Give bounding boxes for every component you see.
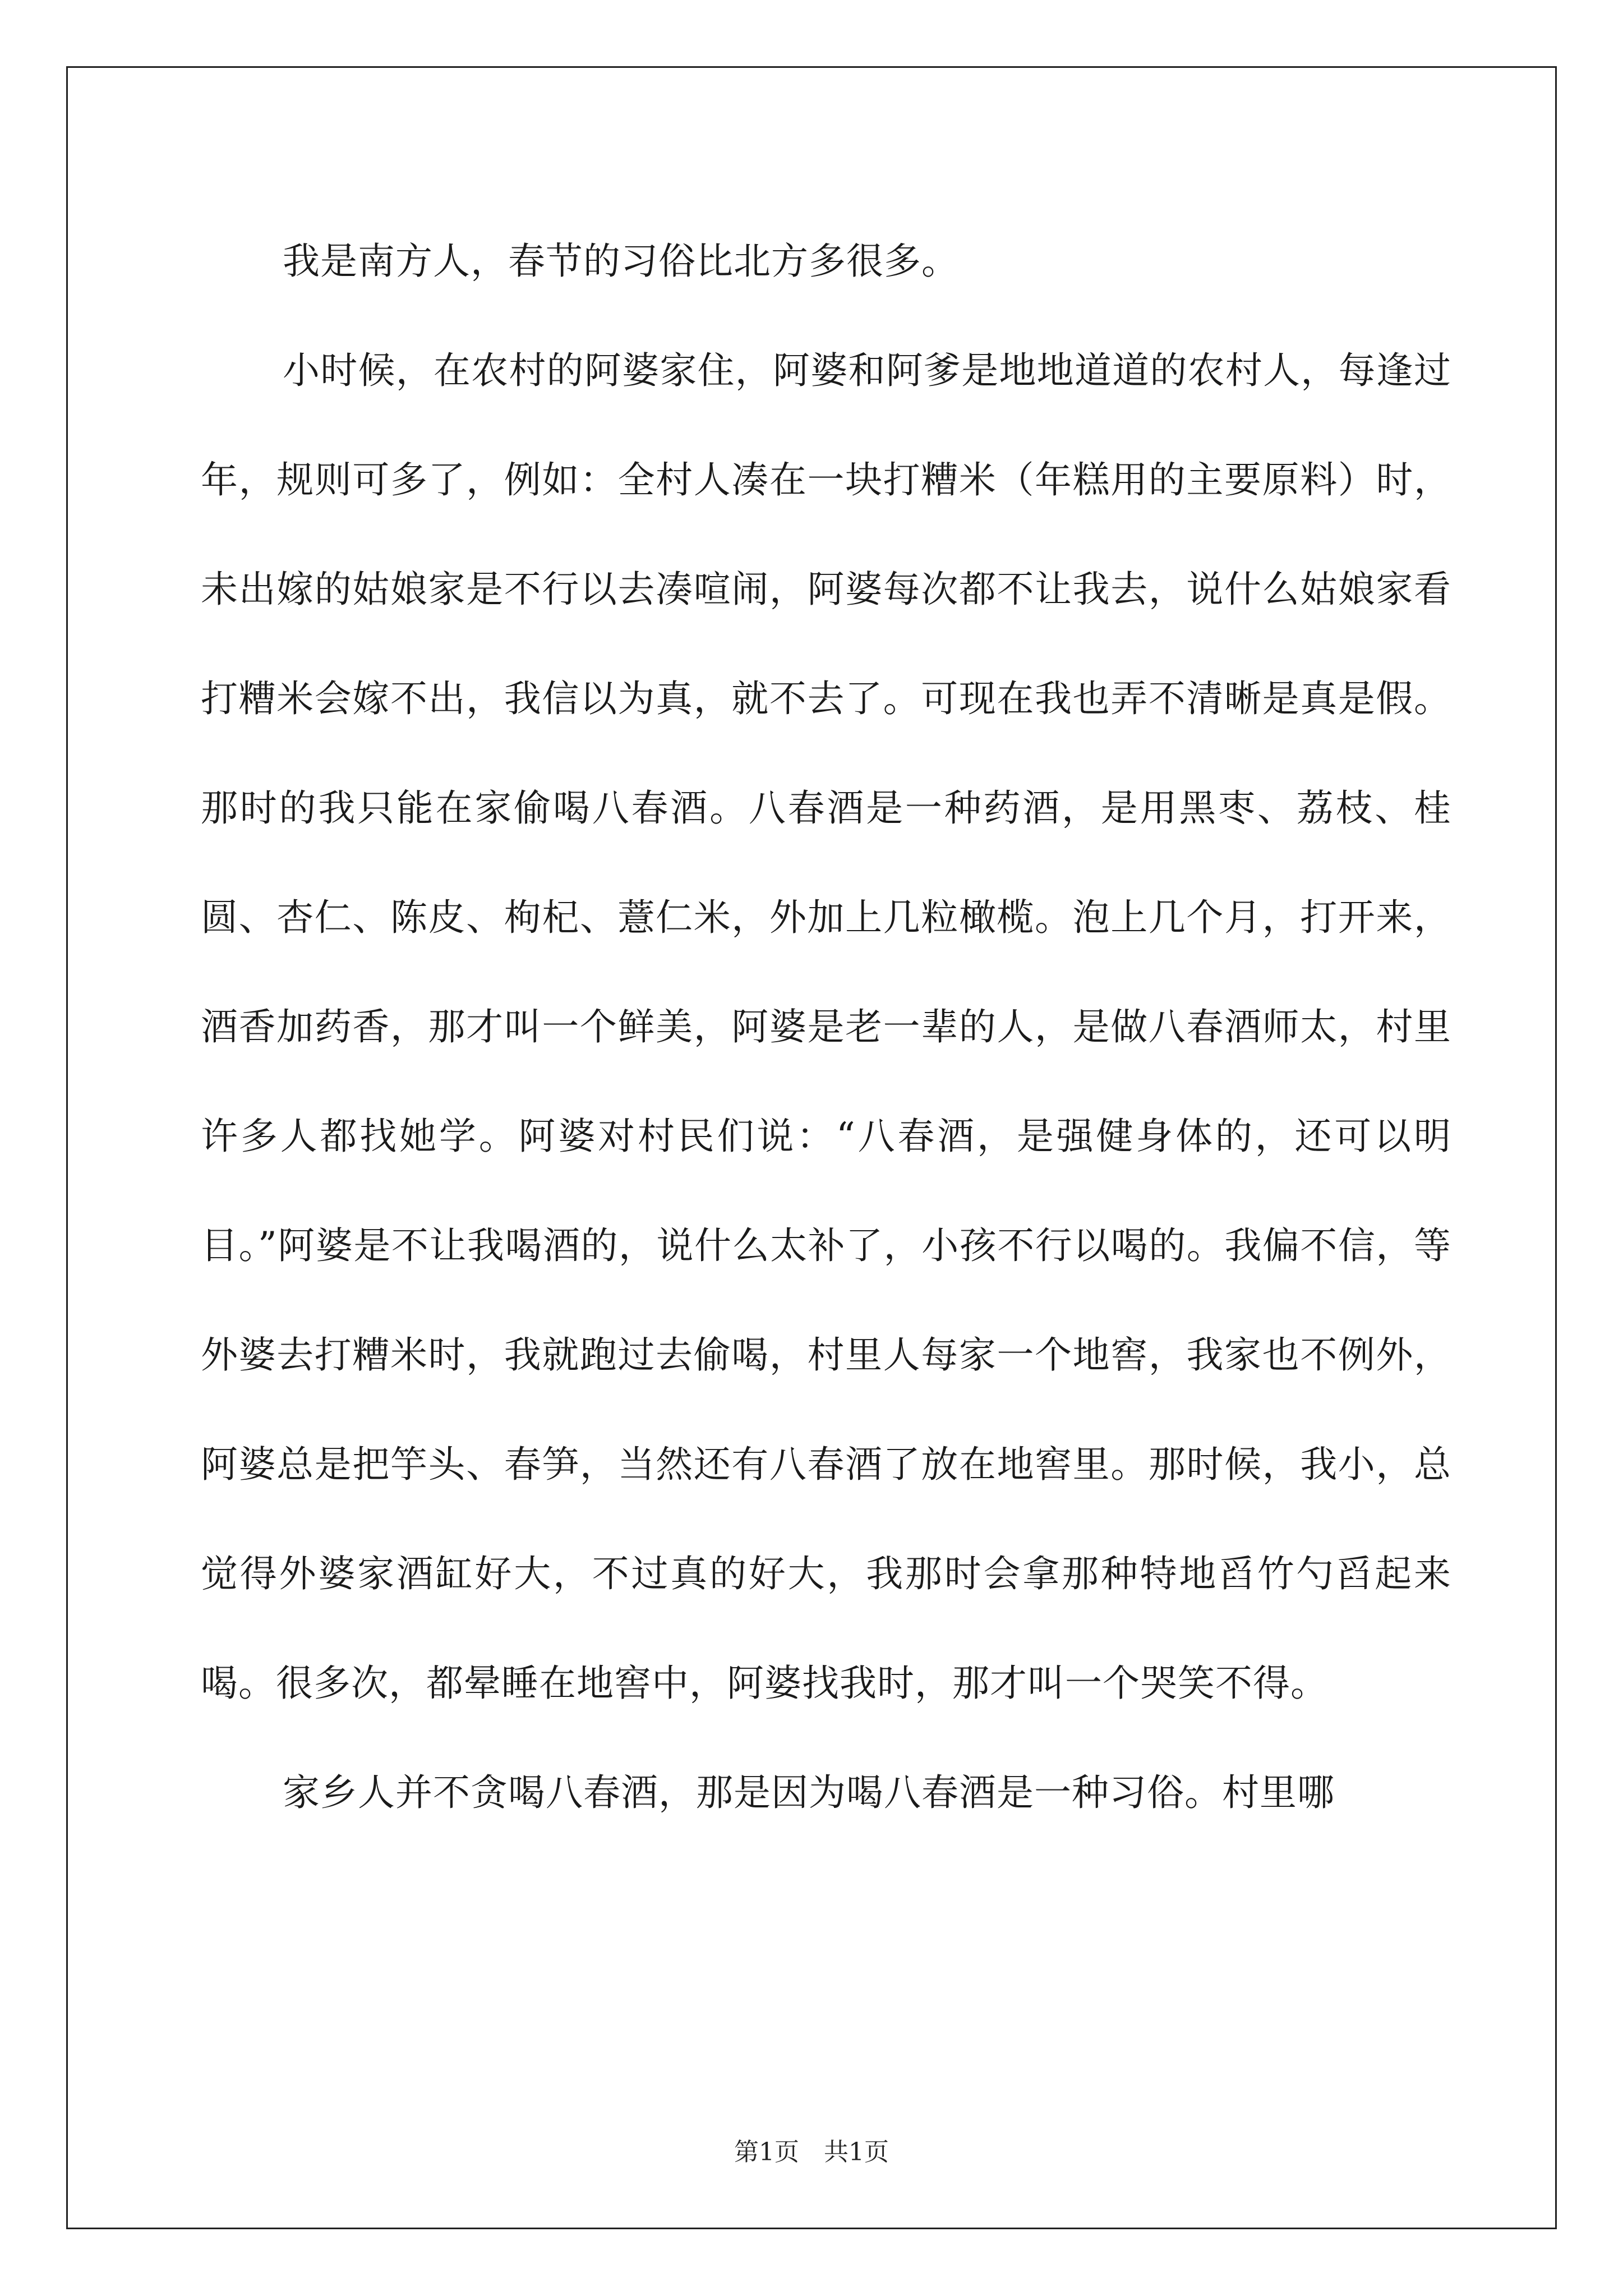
paragraph-3: 家乡人并不贪喝八春酒，那是因为喝八春酒是一种习俗。村里哪 — [283, 1771, 1335, 1814]
paragraph-1: 我是南方人，春节的习俗比北方多很多。 — [283, 240, 959, 283]
document-body — [201, 206, 1451, 1847]
page-footer: 第1页 共1页 — [734, 2138, 889, 2166]
paragraph-2: 小时候，在农村的阿婆家住，阿婆和阿爹是地地道道的农村人，每逢过年，规则可多了，例如：全村人凑在一块打糟米（年糕用的主要原料）时，未出嫁的姑娘家是不行以去凑喧闹，阿婆每次都不让我去，说什么姑娘家看打糟米会嫁不出，我信以为真，就不去了。可现在我也弄不清晰是真是假。那时的我只能在家偷喝八春酒。八春酒是一种药酒，是用黑枣、荔枝、桂圆、杏仁、陈皮、枸杞、薏仁米，外加上几粒橄榄。泡上几个月，打开来，酒香加药香，那才叫一个鲜美，阿婆是老一辈的人，是做八春酒师太，村里许多人都找她学。阿婆对村民们说：“八春酒，是强健身体的，还可以明目。”阿婆是不让我喝酒的，说什么太补了，小孩不行以喝的。我偏不信，等外婆去打糟米时，我就跑过去偷喝，村里人每家一个地窖，我家也不例外，阿婆总是把竽头、春笋，当然还有八春酒了放在地窖里。那时候，我小，总觉得外婆家酒缸好大，不过真的好大，我那时会拿那种特地舀竹勺舀起来喝。很多次，都晕睡在地窖中，阿婆找我时，那才叫一个哭笑不得。 — [201, 349, 1451, 1705]
